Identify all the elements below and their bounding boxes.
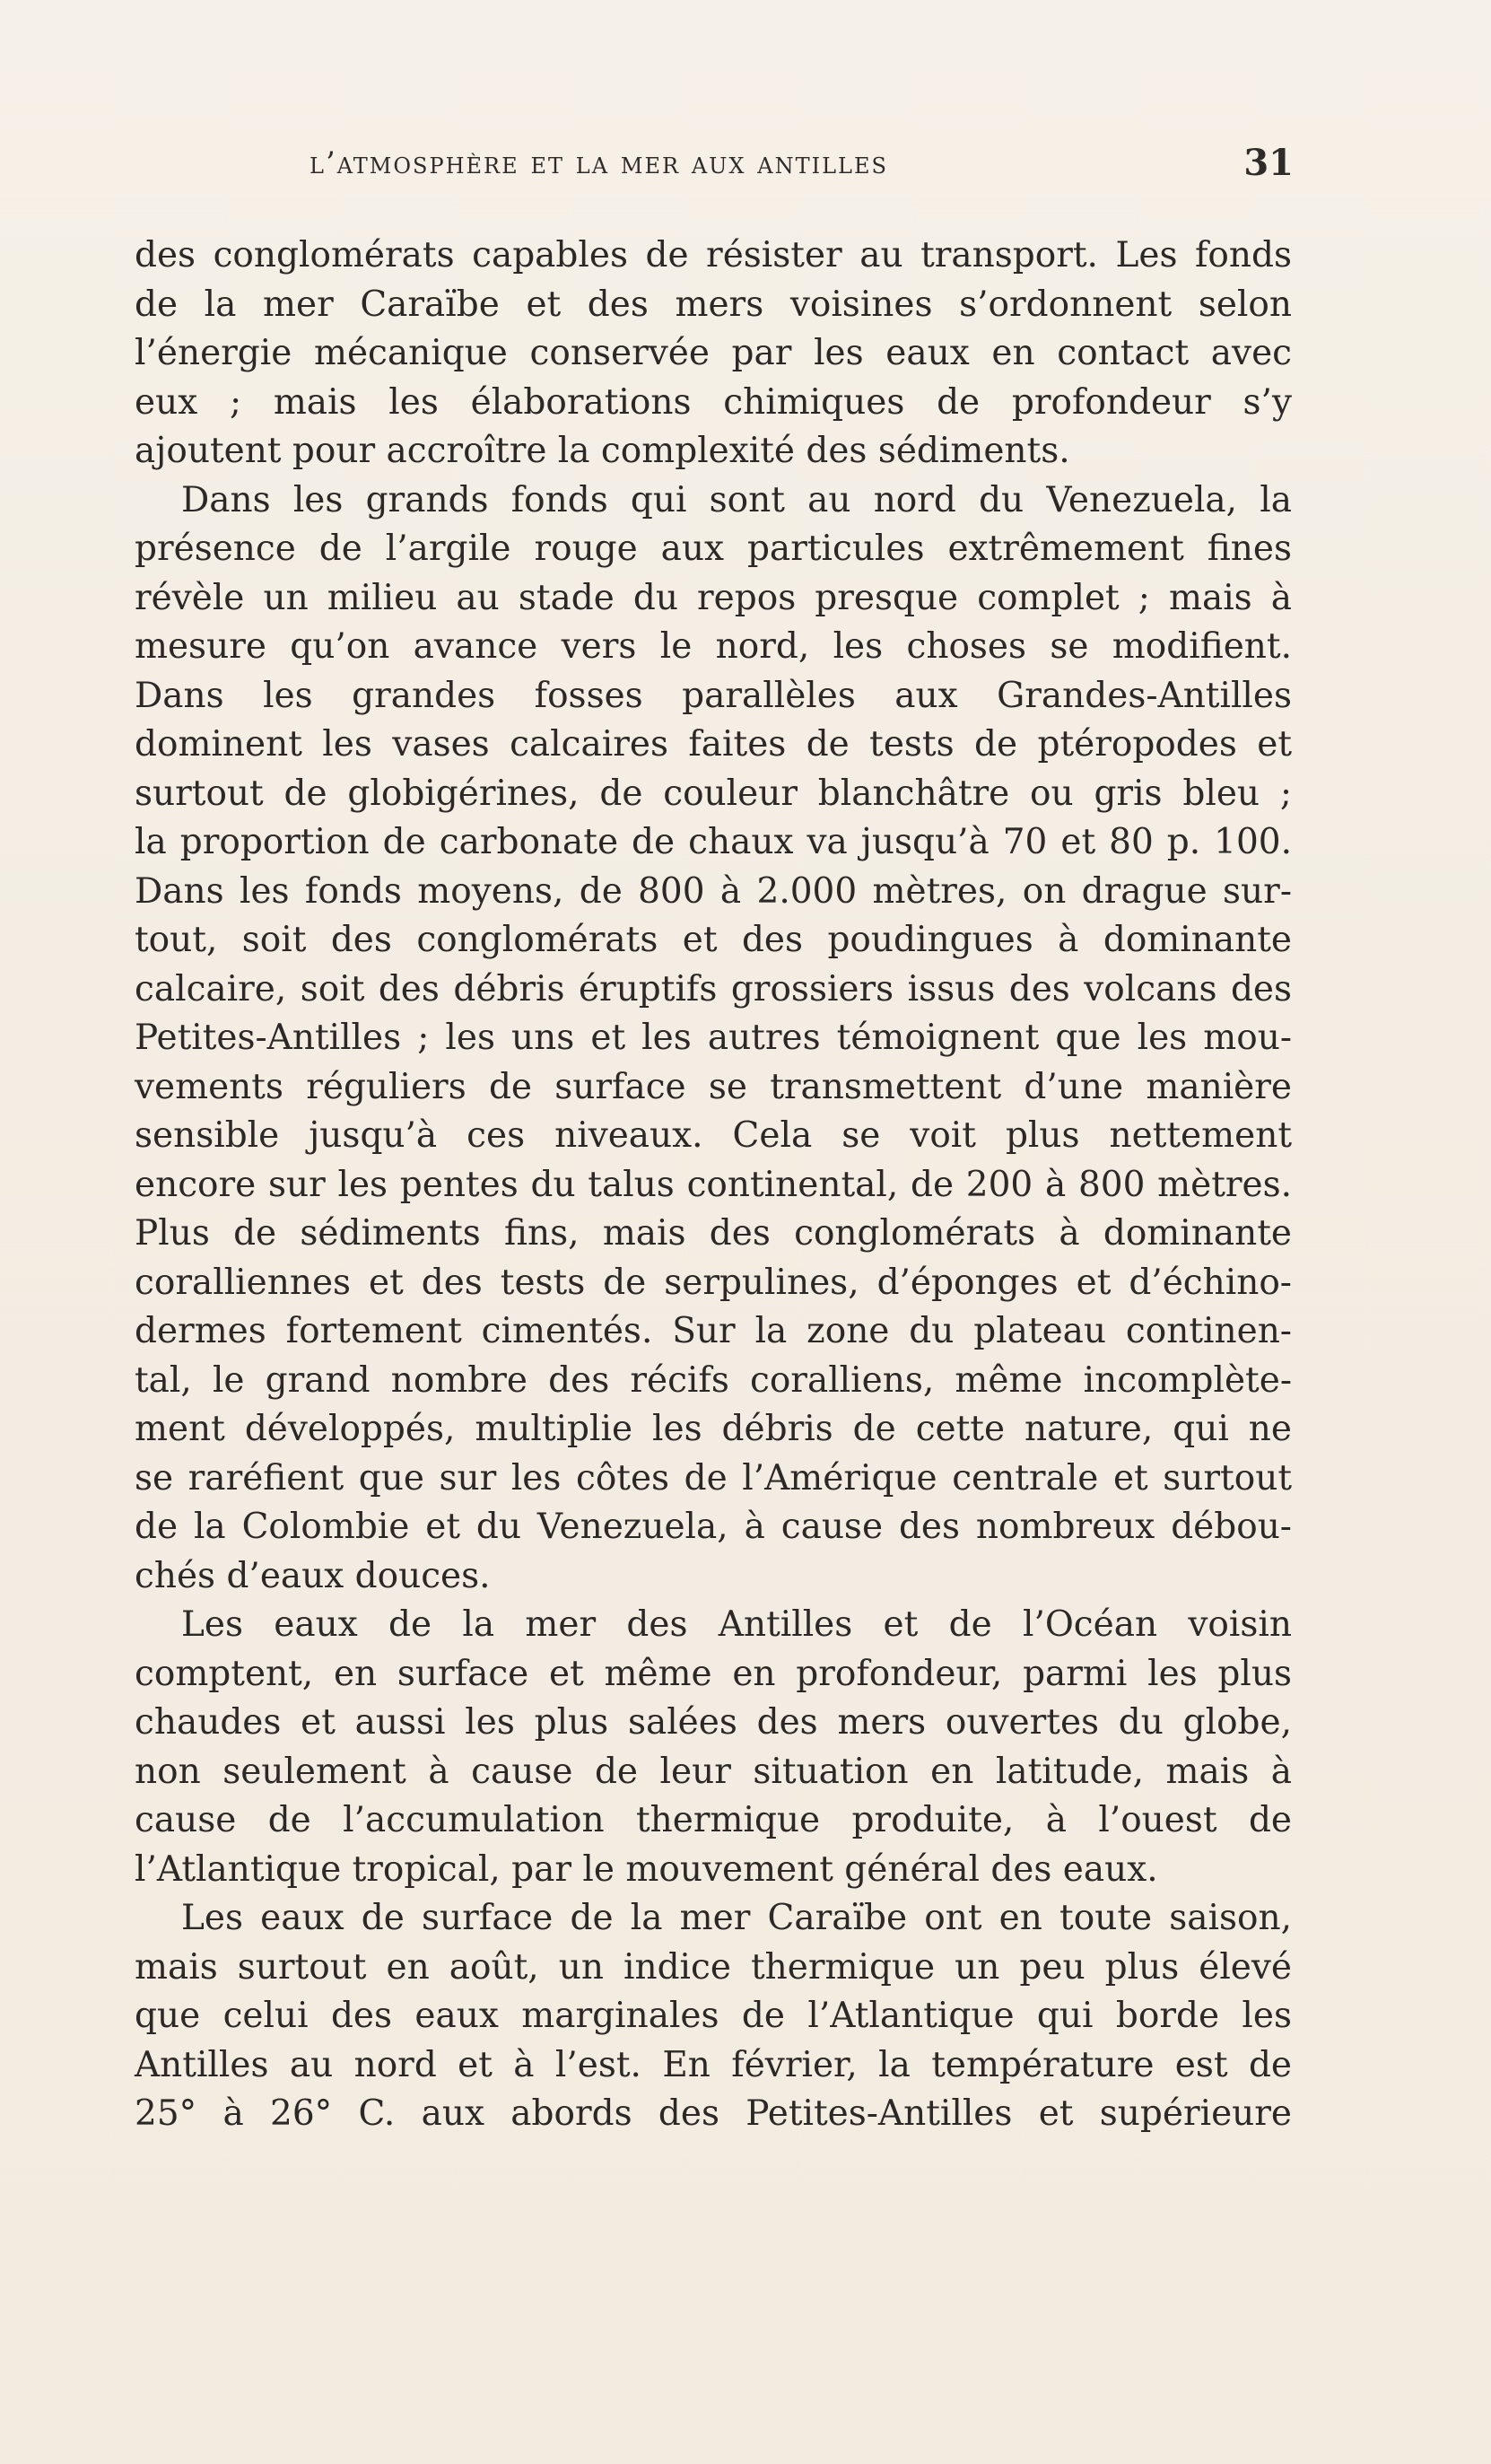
- text-line: la proportion de carbonate de chaux va jusqu’à 70 et 80 p. 100.: [135, 822, 1292, 862]
- text-line: surtout de globigérines, de couleur blanchâtre ou gris bleu ;: [135, 773, 1292, 814]
- text-line: calcaire, soit des débris éruptifs grossiers issus des volcans des: [135, 968, 1292, 1009]
- text-line: Les eaux de la mer des Antilles et de l’Océan voisin: [181, 1604, 1292, 1645]
- text-line: tout, soit des conglomérats et des poudingues à dominante: [135, 920, 1292, 960]
- text-line: comptent, en surface et même en profondeur, parmi les plus: [135, 1653, 1292, 1694]
- page-number: 31: [1243, 142, 1294, 184]
- text-line: dermes fortement cimentés. Sur la zone du plateau continen-: [135, 1311, 1292, 1351]
- running-head: [135, 142, 1294, 190]
- text-line: encore sur les pentes du talus continental, de 200 à 800 mètres.: [135, 1164, 1292, 1205]
- running-title: l’atmosphère et la mer aux antilles: [310, 145, 888, 181]
- text-line: sensible jusqu’à ces niveaux. Cela se voit plus nettement: [135, 1115, 1292, 1156]
- text-line: dominent les vases calcaires faites de tests de ptéropodes et: [135, 724, 1292, 765]
- text-line: mesure qu’on avance vers le nord, les choses se modifient.: [135, 626, 1292, 667]
- text-line: des conglomérats capables de résister au transport. Les fonds: [135, 235, 1292, 275]
- text-line: se raréfient que sur les côtes de l’Amérique centrale et surtout: [135, 1457, 1292, 1498]
- text-line: Petites-Antilles ; les uns et les autres témoignent que les mou-: [135, 1018, 1292, 1058]
- text-line: de la mer Caraïbe et des mers voisines s’ordonnent selon: [135, 284, 1292, 325]
- text-line: que celui des eaux marginales de l’Atlantique qui borde les: [135, 1996, 1292, 2036]
- body-text: [135, 232, 1292, 2139]
- text-line: présence de l’argile rouge aux particules extrêmement fines: [135, 529, 1292, 569]
- text-line: Dans les grandes fosses parallèles aux Grandes-Antilles: [135, 675, 1292, 716]
- text-line: de la Colombie et du Venezuela, à cause des nombreux débou-: [135, 1507, 1292, 1547]
- text-line: Antilles au nord et à l’est. En février, la température est de: [135, 2044, 1292, 2085]
- text-line: non seulement à cause de leur situation en latitude, mais à: [135, 1751, 1292, 1792]
- text-line: chés d’eaux douces.: [135, 1555, 491, 1596]
- text-line: coralliennes et des tests de serpulines, d’éponges et d’échino-: [135, 1262, 1292, 1303]
- text-line: l’énergie mécanique conservée par les eaux en contact avec: [135, 333, 1292, 373]
- text-line: ajoutent pour accroître la complexité des sédiments.: [135, 431, 1070, 471]
- text-line: Dans les fonds moyens, de 800 à 2.000 mètres, on drague sur-: [135, 870, 1292, 912]
- text-line: Plus de sédiments fins, mais des conglomérats à dominante: [135, 1213, 1292, 1254]
- text-line: l’Atlantique tropical, par le mouvement général des eaux.: [135, 1848, 1158, 1890]
- text-line: Les eaux de surface de la mer Caraïbe ont en toute saison,: [181, 1898, 1292, 1938]
- text-line: chaudes et aussi les plus salées des mers ouvertes du globe,: [135, 1702, 1292, 1743]
- text-line: cause de l’accumulation thermique produite, à l’ouest de: [135, 1800, 1292, 1840]
- text-line: ment développés, multiplie les débris de cette nature, qui ne: [135, 1409, 1292, 1449]
- text-line: vements réguliers de surface se transmettent d’une manière: [135, 1066, 1292, 1107]
- text-line: tal, le grand nombre des récifs coralliens, même incomplète-: [135, 1359, 1292, 1401]
- text-line: 25° à 26° C. aux abords des Petites-Antilles et supérieure: [135, 2093, 1292, 2134]
- text-line: Dans les grands fonds qui sont au nord du Venezuela, la: [181, 479, 1292, 520]
- text-line: eux ; mais les élaborations chimiques de profondeur s’y: [135, 381, 1292, 423]
- text-line: révèle un milieu au stade du repos presque complet ; mais à: [135, 577, 1292, 618]
- text-line: mais surtout en août, un indice thermique un peu plus élevé: [135, 1946, 1292, 1988]
